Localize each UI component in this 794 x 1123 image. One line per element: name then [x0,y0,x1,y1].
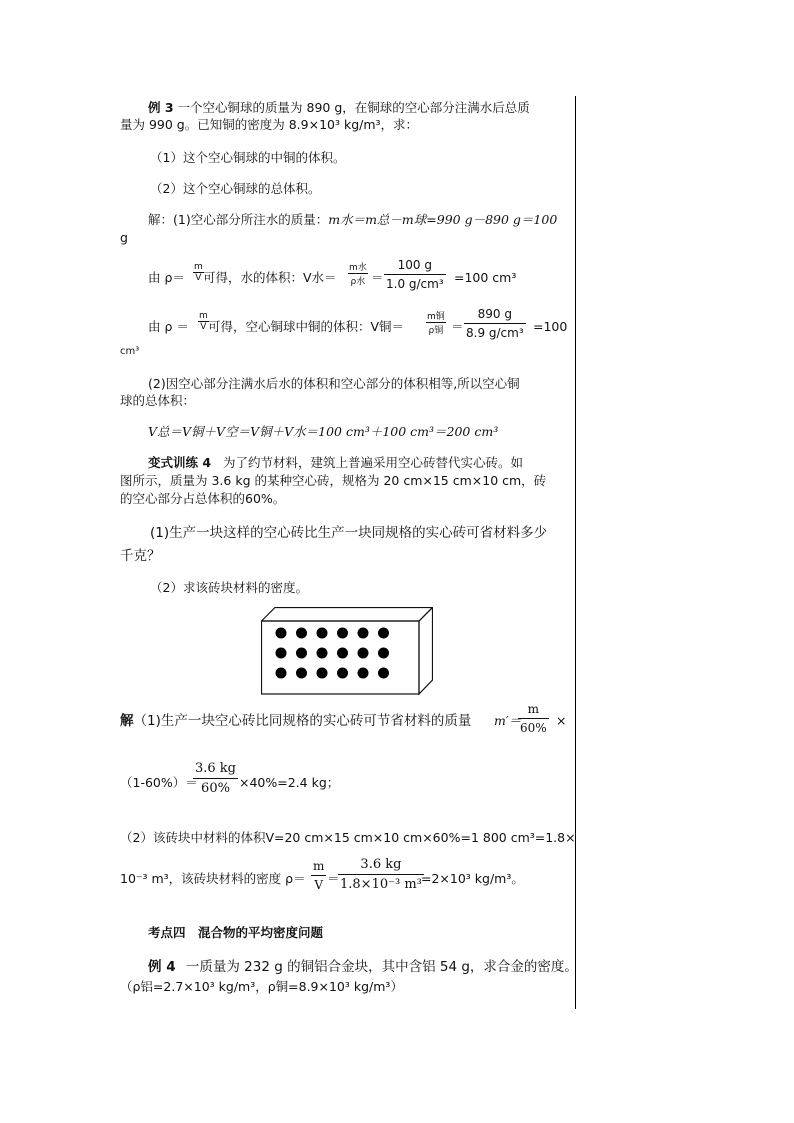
answer1-line1: 解（1)生产一块空心砖比同规格的实心砖可节省材料的质量 [120,713,472,729]
answer2-line1: （2）该砖块中材料的体积V=20 cm×15 cm×10 cm×60%=1 800 cm³=1.8× [120,830,576,845]
answer1-m-prime: m′＝ [494,713,522,728]
solution2-prefix: 由 ρ＝ [148,270,185,285]
brick-hole [317,648,328,659]
brick-hole [378,668,389,679]
training4-line2: 图所示，质量为 3.6 kg 的某种空心砖，规格为 20 cm×15 cm×10 cm，砖 [120,473,547,488]
equals-sign: ＝ [371,270,384,285]
answer1-fraction: $\frac{m}{60\%}$ [520,702,547,735]
brick-holes [276,628,390,679]
example3-solution1: 解：(1)空心部分所注水的质量：m水＝m总－m球=990 g－890 g＝100 [148,212,558,227]
brick-hole [276,628,287,639]
answer1-fraction-2: $\frac{3.6 kg}{60\%}$ [195,761,237,796]
brick-hole [378,648,389,659]
brick-hole [337,648,348,659]
training4-question1-line1: (1)生产一块这样的空心砖比生产一块同规格的实心砖可省材料多少 [150,525,548,541]
answer2-equals: ＝ [327,871,340,886]
brick-hole [296,648,307,659]
water-volume-fraction: $\frac{100 g}{\text{1.0 g/cm³}}$ [386,258,444,291]
example3-line2: 量为 990 g。已知铜的密度为 8.9×10³ kg/m³，求： [120,117,419,132]
hollow-brick-figure [261,607,433,695]
copper-volume-fraction: $\frac{890 g}{\text{8.9 g/cm³}}$ [466,307,524,340]
brick-hole [337,628,348,639]
training4-question1-line2: 千克？ [120,548,161,564]
brick-hole [358,628,369,639]
brick-hole [378,628,389,639]
example4-line2: （ρ铝=2.7×10³ kg/m³，ρ铜=8.9×10³ kg/m³） [120,979,403,994]
brick-hole [317,628,328,639]
answer1-line2-prefix: （1-60%）＝ [120,775,198,790]
training4-question2: （2）求该砖块材料的密度。 [150,580,308,595]
example3-line1: 例 3 一个空心铜球的质量为 890 g，在铜球的空心部分注满水后总质 [148,100,530,115]
solution3-unit: cm³ [120,346,140,357]
copper-mass-over-density: m铜 ρ铜 [427,312,445,336]
answer2-fraction-mv: $\frac{m}{V}$ [313,859,325,892]
training4-line3: 的空心部分占总体积的60%。 [120,491,286,506]
density-fraction-2: $\frac{m}{V}$ [199,311,208,332]
example3-question1: （1）这个空心铜球的中铜的体积。 [150,150,346,165]
example3-question2: （2）这个空心铜球的总体积。 [150,181,321,196]
brick-hole [296,628,307,639]
answer2-result: =2×10³ kg/m³。 [421,871,524,886]
solution4-line2: 球的总体积： [120,393,196,408]
brick-hole [337,668,348,679]
answer1-result: ×40%=2.4 kg； [239,775,340,790]
answer1-times: × [556,713,567,728]
solution2-result: =100 cm³ [454,270,517,285]
example4-line1: 例 4 一质量为 232 g 的铜铝合金块，其中含铝 54 g，求合金的密度。 [148,959,578,975]
solution2-mid: 可得，水的体积：V水＝ [203,270,337,285]
answer2-line2-prefix: 10⁻³ m³，该砖块材料的密度 ρ＝ [120,871,306,886]
example3-solution1-cont: g [120,230,128,245]
section4-title: 考点四 混合物的平均密度问题 [148,925,324,940]
brick-hole [276,648,287,659]
answer2-fraction-values: $\frac{3.6 kg}{\text{1.8×10⁻³ m³}}$ [340,857,422,892]
equals-sign-2: ＝ [451,319,464,334]
water-mass-over-density: m水 ρ水 [349,263,367,287]
brick-hole [358,648,369,659]
solution4-line3: V总＝V铜＋V空＝V铜＋V水＝100 cm³＋100 cm³＝200 cm³ [148,424,499,439]
solution3-result: =100 [533,319,568,334]
training4-line1: 变式训练 4 为了约节材料，建筑上普遍采用空心砖替代实心砖。如 [148,455,524,470]
margin-rule [575,96,576,1009]
brick-hole [276,668,287,679]
solution3-prefix: 由 ρ ＝ [148,319,189,334]
brick-hole [317,668,328,679]
example3-label: 例 3 [148,100,174,115]
training4-label: 变式训练 4 [148,455,212,470]
solution4-line1: (2)因空心部分注满水后水的体积和空心部分的体积相等,所以空心铜 [148,376,520,391]
brick-hole [296,668,307,679]
solution3-mid: 可得，空心铜球中铜的体积：V铜＝ [208,319,405,334]
density-fraction-1: $\frac{m}{V}$ [194,262,203,283]
example4-label: 例 4 [148,959,176,975]
brick-hole [358,668,369,679]
